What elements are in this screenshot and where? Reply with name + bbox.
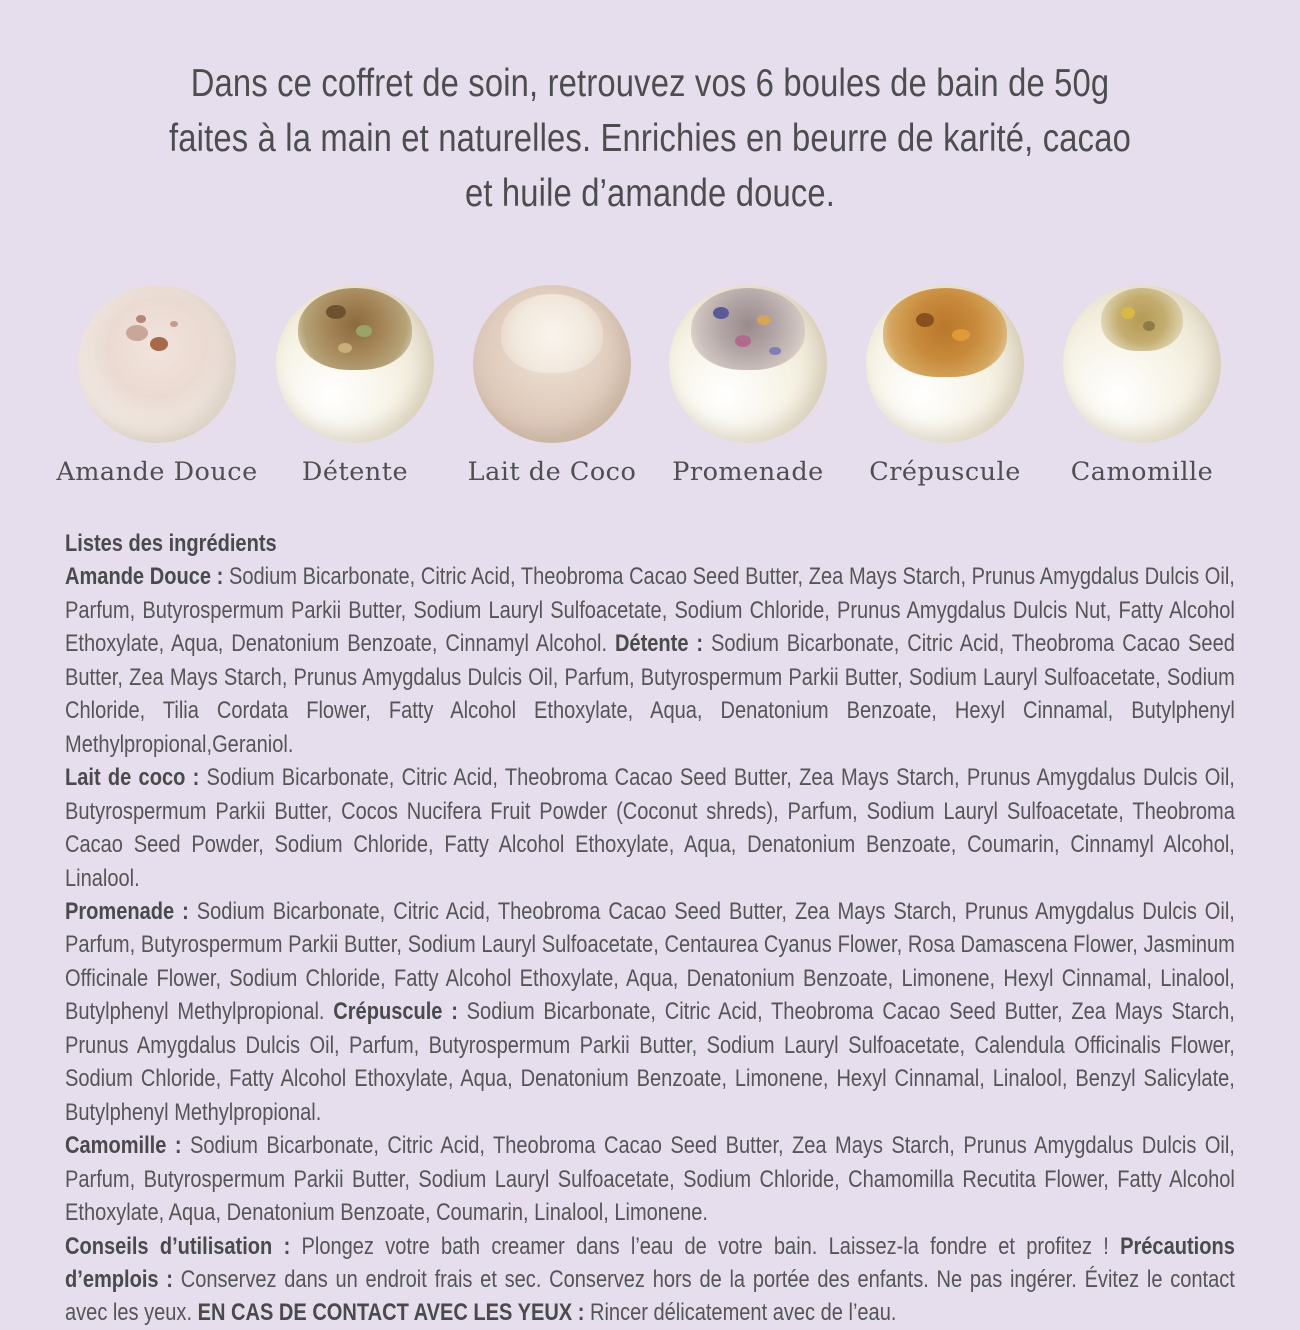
ingredient-label: Amande Douce :: [65, 563, 224, 591]
ingredients-title: Listes des ingrédients: [65, 530, 277, 557]
product-name: Promenade: [672, 457, 824, 487]
precautions-text: Conservez dans un endroit frais et sec. Conservez hors de la portée des enfants. Ne pas ingérer. Évitez le contact avec les yeux.: [65, 1265, 1235, 1327]
ingredient-label: Camomille :: [65, 1132, 182, 1160]
eyes-warning-text: Rincer délicatement avec de l’eau.: [584, 1299, 897, 1327]
ingredient-label: Promenade :: [65, 897, 189, 925]
bath-bomb-calendula-image: [866, 285, 1024, 443]
ingredients-section: [65, 527, 1235, 1330]
product-lait-de-coco: [442, 280, 662, 487]
product-name: Lait de Coco: [467, 457, 637, 487]
ingredient-text: Sodium Bicarbonate, Citric Acid, Theobroma Cacao Seed Butter, Zea Mays Starch, Prunus Amygdalus Dulcis Oil, Parfum, Butyrospermum Parkii Butter, Sodium Lauryl Sulfoacetate, Sodium Chloride, Tilia Cordata Flower, Fatty Alcohol Ethoxylate, Aqua, Denatonium Benzoate, Hexyl Cinnamal, Butylphenyl Methylpropional,Geraniol.: [65, 630, 1235, 758]
ingredients-list: [65, 560, 1235, 1229]
product-name: Détente: [301, 457, 409, 487]
bath-bomb-petals-image: [669, 285, 827, 443]
product-camomille: [1032, 280, 1252, 487]
intro-text: [154, 56, 1145, 221]
product-detente: [245, 280, 465, 487]
ingredient-text: Sodium Bicarbonate, Citric Acid, Theobroma Cacao Seed Butter, Zea Mays Starch, Prunus Amygdalus Dulcis Oil, Parfum, Butyrospermum Parkii Butter, Sodium Lauryl Sulfoacetate, Sodium Chloride, Chamomilla Recutita Flower, Fatty Alcohol Ethoxylate, Aqua, Denatonium Benzoate, Coumarin, Linalool, Limonene.: [65, 1132, 1235, 1227]
product-name: Amande Douce: [56, 457, 258, 487]
usage-text: Plongez votre bath creamer dans l’eau de votre bain. Laissez-la fondre et profitez !: [290, 1232, 1121, 1260]
intro-line-2: faites à la main et naturelles. Enrichies en beurre de karité, cacao: [169, 117, 1131, 160]
bath-bomb-chamomile-image: [1063, 285, 1221, 443]
eyes-warning-label: EN CAS DE CONTACT AVEC LES YEUX :: [197, 1299, 585, 1327]
product-amande-douce: [47, 280, 267, 487]
usage-label: Conseils d’utilisation :: [65, 1232, 291, 1260]
product-gallery: [40, 280, 1260, 487]
ingredient-text: Sodium Bicarbonate, Citric Acid, Theobroma Cacao Seed Butter, Zea Mays Starch, Prunus Amygdalus Dulcis Oil, Parfum, Butyrospermum Parkii Butter, Sodium Lauryl Sulfoacetate, Centaurea Cyanus Flower, Rosa Damascena Flower, Jasminum Officinale Flower, Sodium Chloride, Fatty Alcohol Ethoxylate, Aqua, Denatonium Benzoate, Limonene, Hexyl Cinnamal, Linalool, Butylphenyl Methylpropional.: [65, 897, 1235, 1026]
bath-bomb-almond-image: [78, 285, 236, 443]
usage-tips: [65, 1230, 1235, 1330]
ingredient-label: Détente :: [614, 630, 704, 658]
ingredient-text: Sodium Bicarbonate, Citric Acid, Theobroma Cacao Seed Butter, Zea Mays Starch, Prunus Amygdalus Dulcis Oil, Butyrospermum Parkii Butter, Cocos Nucifera Fruit Powder (Coconut shreds), Parfum, Sodium Lauryl Sulfoacetate, Theobroma Cacao Seed Powder, Sodium Chloride, Fatty Alcohol Ethoxylate, Aqua, Denatonium Benzoate, Coumarin, Cinnamyl Alcohol, Linalool.: [65, 764, 1235, 892]
ingredient-label: Crépuscule :: [333, 998, 458, 1026]
bath-bomb-flowers-image: [276, 285, 434, 443]
bath-bomb-coconut-image: [473, 285, 631, 443]
product-crepuscule: [835, 280, 1055, 487]
ingredient-label: Lait de coco :: [65, 764, 200, 792]
product-promenade: [638, 280, 858, 487]
precautions-label: Précautions d’emplois :: [65, 1232, 1235, 1293]
ingredient-text: Sodium Bicarbonate, Citric Acid, Theobroma Cacao Seed Butter, Zea Mays Starch, Prunus Amygdalus Dulcis Oil, Parfum, Butyrospermum Parkii Butter, Sodium Lauryl Sulfoacetate, Calendula Officinalis Flower, Sodium Chloride, Fatty Alcohol Ethoxylate, Aqua, Denatonium Benzoate, Limonene, Hexyl Cinnamal, Linalool, Benzyl Salicylate, Butylphenyl Methylpropional.: [65, 998, 1235, 1126]
intro-line-3: et huile d’amande douce.: [464, 172, 836, 215]
product-name: Camomille: [1070, 457, 1214, 487]
ingredient-text: Sodium Bicarbonate, Citric Acid, Theobroma Cacao Seed Butter, Zea Mays Starch, Prunus Amygdalus Dulcis Oil, Parfum, Butyrospermum Parkii Butter, Sodium Lauryl Sulfoacetate, Sodium Chloride, Prunus Amygdalus Dulcis Nut, Fatty Alcohol Ethoxylate, Aqua, Denatonium Benzoate, Cinnamyl Alcohol.: [65, 563, 1235, 658]
intro-line-1: Dans ce coffret de soin, retrouvez vos 6 boules de bain de 50g: [190, 62, 1110, 105]
product-name: Crépuscule: [869, 457, 1021, 487]
